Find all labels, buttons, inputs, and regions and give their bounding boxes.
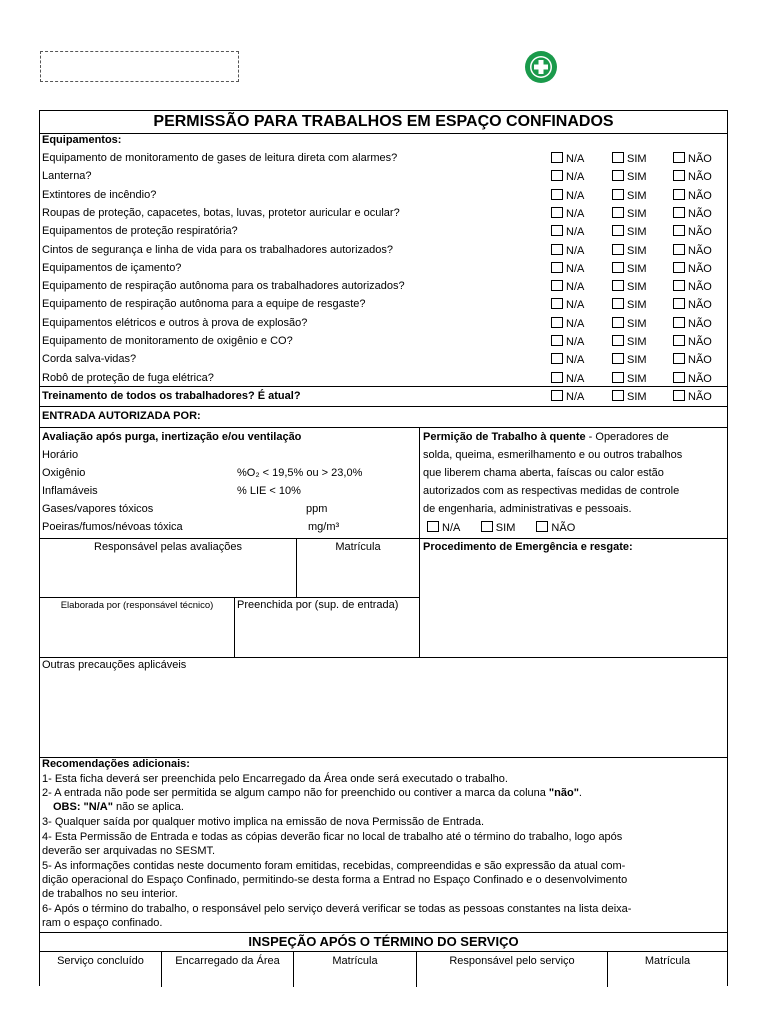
recomendacao-2: 2- A entrada não pode ser permitida se algum campo não for preenchido ou contiver a marca da coluna "não".	[42, 787, 582, 799]
option-sim-label: SIM	[627, 354, 647, 367]
option-nao	[673, 170, 712, 182]
equipment-question: Equipamentos elétricos e outros à prova de explosão?	[42, 316, 308, 329]
option-sim-label: SIM	[627, 189, 647, 202]
option-nao-label: NÃO	[688, 207, 712, 220]
option-sim-label: SIM	[627, 336, 647, 348]
option-nao-label: NÃO	[688, 299, 712, 312]
poeiras-unit: mg/m³	[308, 521, 340, 533]
equipment-question: Equipamento de respiração autônoma para os trabalhadores autorizados?	[42, 280, 405, 293]
responsavel-avaliacoes-label: Responsável pelas avaliações	[94, 541, 242, 553]
recomendacao-5-cont: dição operacional do Espaço Confinado, permitindo-se desta forma a Entrad no Espaço Confinado e o desenvolvimento	[42, 874, 628, 886]
checkbox-sim[interactable]	[612, 372, 624, 383]
equipment-row	[40, 295, 727, 313]
option-na-label: N/A	[566, 299, 585, 312]
option-nao-label: NÃO	[688, 372, 712, 385]
option-na	[551, 335, 584, 347]
checkbox-na[interactable]	[551, 298, 563, 309]
inflamaveis-label: Inflamáveis	[42, 485, 98, 497]
gases-unit: ppm	[306, 503, 328, 515]
option-nao	[673, 372, 712, 384]
inspecao-col-encarregado: Encarregado da Área	[175, 955, 280, 967]
option-sim	[612, 170, 647, 182]
equipment-row	[40, 186, 727, 204]
equipment-question: Extintores de incêndio?	[42, 188, 157, 201]
equipment-question: Equipamento de monitoramento de gases de leitura direta com alarmes?	[42, 152, 398, 164]
option-nao	[673, 207, 712, 219]
checkbox-sim[interactable]	[612, 298, 624, 309]
equipment-row	[40, 149, 727, 167]
recomendacao-4: 4- Esta Permissão de Entrada e todas as cópias deverão ficar no local de trabalho até o término do trabalho, logo após	[42, 831, 623, 843]
option-sim	[612, 372, 647, 384]
option-nao	[673, 244, 712, 256]
checkbox-sim[interactable]	[612, 280, 624, 291]
checkbox-nao[interactable]	[536, 521, 548, 532]
option-sim	[612, 152, 647, 164]
checkbox-na[interactable]	[551, 207, 563, 218]
checkbox-sim[interactable]	[612, 353, 624, 364]
checkbox-na[interactable]	[551, 372, 563, 383]
option-na	[551, 225, 584, 237]
checkbox-na[interactable]	[551, 225, 563, 236]
oxigenio-label: Oxigênio	[42, 467, 86, 479]
preenchida-por-label: Preenchida por (sup. de entrada)	[237, 599, 399, 611]
oxigenio-limit: %O₂ < 19,5% ou > 23,0%	[237, 467, 363, 479]
option-nao-label: NÃO	[688, 354, 712, 367]
trabalho-quente-line-1: solda, queima, esmerilhamento e ou outros trabalhos	[423, 449, 683, 461]
elaborada-por-label: Elaborada por (responsável técnico)	[60, 600, 214, 611]
checkbox-na[interactable]	[551, 152, 563, 163]
option-sim	[612, 335, 647, 347]
checkbox-sim[interactable]	[612, 244, 624, 255]
inspecao-col-matricula: Matrícula	[332, 955, 378, 967]
equipment-header: Equipamentos:	[42, 134, 122, 146]
option-na-label: N/A	[566, 171, 585, 184]
option-na-label: N/A	[566, 390, 585, 403]
checkbox-nao[interactable]	[673, 353, 685, 364]
form-title: PERMISSÃO PARA TRABALHOS EM ESPAÇO CONFINADOS	[40, 111, 727, 134]
trabalho-quente-line-2: que liberem chama aberta, faíscas ou calor estão	[423, 467, 664, 479]
option-nao-label: NÃO	[688, 189, 712, 202]
option-na-label: N/A	[566, 189, 585, 202]
checkbox-nao[interactable]	[673, 280, 685, 291]
checkbox-na[interactable]	[551, 189, 563, 200]
checkbox-nao[interactable]	[673, 244, 685, 255]
equipment-row	[40, 167, 727, 185]
checkbox-sim[interactable]	[612, 262, 624, 273]
option-na	[551, 353, 584, 365]
option-na	[551, 298, 584, 310]
checkbox-na[interactable]	[427, 521, 439, 532]
procedimento-emergencia-label: Procedimento de Emergência e resgate:	[423, 541, 633, 553]
outras-precaucoes-label: Outras precauções aplicáveis	[42, 659, 187, 671]
checkbox-nao[interactable]	[673, 372, 685, 383]
matricula-label: Matrícula	[335, 541, 381, 553]
option-na	[551, 170, 584, 182]
checkbox-sim[interactable]	[612, 170, 624, 181]
equipment-question: Roupas de proteção, capacetes, botas, luvas, protetor auricular e ocular?	[42, 206, 400, 219]
inflamaveis-limit: % LIE < 10%	[237, 485, 301, 497]
option-nao-label: NÃO	[688, 262, 712, 275]
option-nao-label: NÃO	[688, 336, 712, 348]
option-nao-label: NÃO	[688, 153, 712, 165]
option-na-label: N/A	[566, 372, 585, 385]
option-sim-label: SIM	[627, 244, 647, 257]
equipment-question: Cintos de segurança e linha de vida para os trabalhadores autorizados?	[42, 243, 394, 256]
option-sim	[612, 244, 647, 256]
recomendacao-obs: OBS: "N/A" não se aplica.	[53, 801, 184, 813]
inspecao-col-servico: Serviço concluído	[57, 955, 144, 967]
option-na-label: N/A	[566, 244, 585, 257]
option-na	[551, 189, 584, 201]
equipment-row	[40, 386, 727, 405]
option-na	[551, 317, 584, 329]
checkbox-na[interactable]	[551, 390, 563, 401]
divider	[40, 951, 727, 952]
option-nao	[673, 152, 712, 164]
option-nao	[673, 335, 712, 347]
poeiras-label: Poeiras/fumos/névoas tóxica	[42, 521, 183, 533]
checkbox-sim[interactable]	[481, 521, 493, 532]
checkbox-sim[interactable]	[612, 335, 624, 346]
checkbox-na[interactable]	[551, 353, 563, 364]
inspecao-col-matricula-2: Matrícula	[644, 955, 691, 967]
inspecao-title: INSPEÇÃO APÓS O TÉRMINO DO SERVIÇO	[248, 934, 519, 949]
option-sim	[612, 207, 647, 219]
trabalho-quente-line-3: autorizados com as respectivas medidas de controle	[423, 485, 680, 497]
checkbox-nao[interactable]	[673, 262, 685, 273]
checkbox-nao[interactable]	[673, 298, 685, 309]
horario-label: Horário	[42, 449, 79, 461]
avaliacao-title: Avaliação após purga, inertização e/ou ventilação	[42, 431, 302, 443]
checkbox-na[interactable]	[551, 317, 563, 328]
recomendacao-5-cont2: de trabalhos no seu interior.	[42, 888, 178, 900]
option-nao-label: NÃO	[688, 390, 712, 403]
checkbox-sim[interactable]	[612, 189, 624, 200]
option-nao	[673, 298, 712, 310]
option-na	[551, 207, 584, 219]
option-sim-label: SIM	[627, 372, 647, 385]
checkbox-na[interactable]	[551, 280, 563, 291]
gases-label: Gases/vapores tóxicos	[42, 503, 154, 515]
checkbox-nao[interactable]	[673, 170, 685, 181]
option-nao-label: NÃO	[551, 522, 576, 534]
option-na	[551, 152, 584, 164]
divider	[40, 657, 727, 658]
option-na	[551, 280, 584, 292]
recomendacao-4-cont: deverão ser arquivadas no SESMT.	[42, 845, 216, 857]
option-na	[551, 372, 584, 384]
checkbox-nao[interactable]	[673, 207, 685, 218]
option-na-label: N/A	[566, 336, 585, 348]
checkbox-na[interactable]	[551, 170, 563, 181]
option-na-label: N/A	[566, 281, 585, 294]
equipment-row	[40, 350, 727, 368]
option-nao-label: NÃO	[688, 226, 712, 239]
checkbox-nao[interactable]	[673, 152, 685, 163]
option-nao	[673, 390, 712, 402]
option-sim-label: SIM	[627, 153, 647, 165]
option-sim-label: SIM	[627, 207, 647, 220]
checkbox-na[interactable]	[551, 335, 563, 346]
option-nao-label: NÃO	[688, 317, 712, 330]
option-nao	[673, 353, 712, 365]
option-na	[551, 390, 584, 402]
option-na-label: N/A	[566, 153, 585, 165]
permit-form	[39, 110, 728, 986]
option-na-label: N/A	[566, 354, 585, 367]
recomendacao-6-cont: ram o espaço confinado.	[42, 917, 163, 929]
option-sim	[612, 225, 647, 237]
checkbox-nao[interactable]	[673, 317, 685, 328]
option-sim	[612, 262, 647, 274]
divider	[40, 406, 727, 407]
recomendacao-5: 5- As informações contidas neste documento foram emitidas, recebidas, compreendidas e são expressão da atual com-	[42, 860, 626, 872]
option-sim-label: SIM	[627, 299, 647, 312]
equipment-row	[40, 314, 727, 332]
option-sim-label: SIM	[627, 281, 647, 294]
trabalho-quente-line-0: Permição de Trabalho à quente - Operadores de	[423, 431, 669, 443]
option-nao	[673, 225, 712, 237]
option-nao	[673, 280, 712, 292]
equipment-row	[40, 241, 727, 259]
option-nao	[673, 317, 712, 329]
checkbox-sim[interactable]	[612, 317, 624, 328]
checkbox-sim[interactable]	[612, 390, 624, 401]
equipment-row	[40, 332, 727, 350]
option-sim	[612, 280, 647, 292]
equipment-question: Robô de proteção de fuga elétrica?	[42, 371, 214, 384]
recomendacao-1: 1- Esta ficha deverá ser preenchida pelo Encarregado da Área onde será executado o trabalho.	[42, 773, 508, 785]
divider	[40, 597, 420, 598]
option-sim-label: SIM	[627, 226, 647, 239]
equipment-question: Equipamentos de proteção respiratória?	[42, 225, 238, 238]
equipment-question: Equipamentos de içamento?	[42, 261, 182, 274]
option-nao	[673, 262, 712, 274]
equipment-row	[40, 204, 727, 222]
equipment-row	[40, 369, 727, 387]
equipment-row	[40, 259, 727, 277]
checkbox-nao[interactable]	[673, 189, 685, 200]
option-na-label: N/A	[566, 207, 585, 220]
option-nao-label: NÃO	[688, 281, 712, 294]
recomendacao-6: 6- Após o término do trabalho, o responsável pelo serviço deverá verificar se todas as pessoas constantes na lista deixa-	[42, 903, 632, 915]
option-sim	[612, 189, 647, 201]
option-sim	[612, 353, 647, 365]
checkbox-sim[interactable]	[612, 152, 624, 163]
option-sim	[612, 298, 647, 310]
recomendacoes-title: Recomendações adicionais:	[42, 758, 190, 770]
divider	[419, 427, 420, 657]
equipment-question: Treinamento de todos os trabalhadores? É atual?	[42, 389, 301, 402]
option-sim-label: SIM	[627, 171, 647, 184]
equipment-question: Equipamento de monitoramento de oxigênio e CO?	[42, 335, 293, 347]
inspecao-col-responsavel: Responsável pelo serviço	[449, 955, 575, 967]
recomendacao-3: 3- Qualquer saída por qualquer motivo implica na emissão de nova Permissão de Entrada.	[42, 816, 485, 828]
equipment-row	[40, 222, 727, 240]
option-sim-label: SIM	[627, 317, 647, 330]
checkbox-nao[interactable]	[673, 225, 685, 236]
option-na-label: N/A	[566, 317, 585, 330]
divider	[40, 932, 727, 933]
option-na-label: N/A	[566, 226, 585, 239]
trabalho-quente-line-4: de engenharia, administrativas e pessoais.	[423, 503, 632, 515]
option-sim-label: SIM	[627, 390, 647, 403]
option-sim-label: SIM	[627, 262, 647, 275]
checkbox-sim[interactable]	[612, 225, 624, 236]
option-sim-label: SIM	[495, 522, 516, 534]
checkbox-na[interactable]	[551, 262, 563, 273]
option-nao	[673, 189, 712, 201]
option-na	[551, 262, 584, 274]
option-na	[551, 244, 584, 256]
option-na-label: N/A	[442, 522, 460, 534]
placeholder-box	[40, 51, 239, 82]
equipment-question: Lanterna?	[42, 170, 92, 183]
divider	[40, 427, 727, 428]
checkbox-nao[interactable]	[673, 390, 685, 401]
equipment-question: Equipamento de respiração autônoma para a equipe de resgaste?	[42, 298, 366, 311]
option-nao-label: NÃO	[688, 171, 712, 184]
safety-cross-logo-icon	[521, 50, 561, 84]
option-sim	[612, 317, 647, 329]
trabalho-quente-options	[427, 521, 575, 534]
checkbox-sim[interactable]	[612, 207, 624, 218]
divider	[234, 597, 235, 657]
option-sim	[612, 390, 647, 402]
equipment-row	[40, 277, 727, 295]
equipment-question: Corda salva-vidas?	[42, 353, 137, 366]
entrada-autorizada-label: ENTRADA AUTORIZADA POR:	[42, 410, 201, 422]
checkbox-nao[interactable]	[673, 335, 685, 346]
option-na-label: N/A	[566, 262, 585, 275]
divider	[40, 538, 727, 539]
option-nao-label: NÃO	[688, 244, 712, 257]
checkbox-na[interactable]	[551, 244, 563, 255]
